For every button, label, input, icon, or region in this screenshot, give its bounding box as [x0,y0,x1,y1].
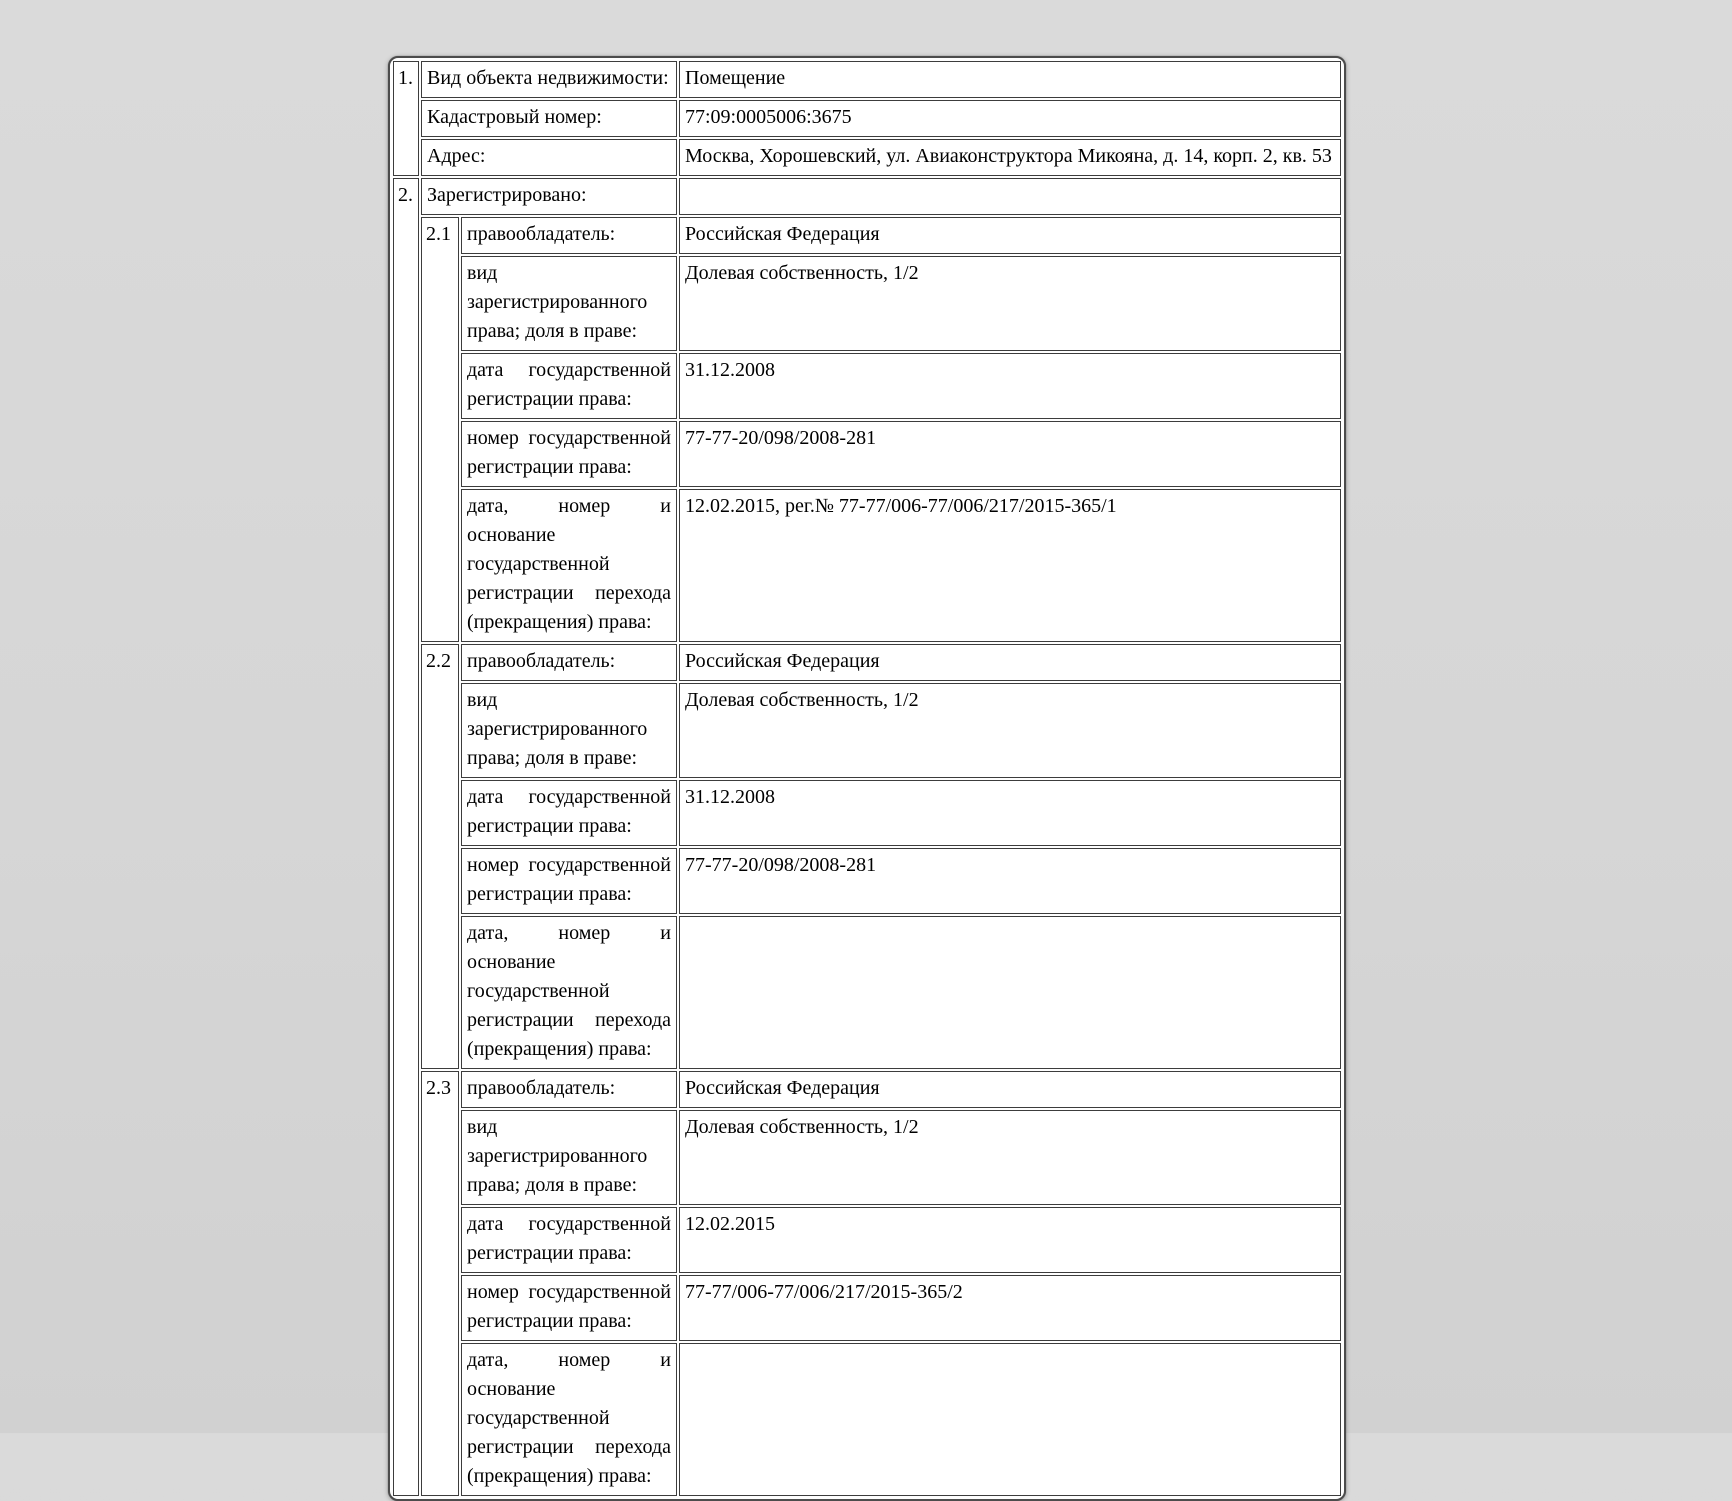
table-row [393,139,1341,176]
field-label: номер государственной регистрации права: [461,421,677,487]
table-row [393,100,1341,137]
table-row [393,848,1341,914]
field-label: дата, номер и основание государственной регистрации перехода (прекращения) права: [461,489,677,642]
field-value: Долевая собственность, 1/2 [679,256,1341,351]
field-value: 77:09:0005006:3675 [679,100,1341,137]
table-row [393,1207,1341,1273]
registry-extract-document [388,56,1346,1501]
field-value: Долевая собственность, 1/2 [679,683,1341,778]
field-label: правообладатель: [461,217,677,254]
field-value: Долевая собственность, 1/2 [679,1110,1341,1205]
field-value: 12.02.2015 [679,1207,1341,1273]
table-row [393,916,1341,1069]
field-value [679,178,1341,215]
table-row [393,421,1341,487]
field-label: правообладатель: [461,644,677,681]
table-row [393,178,1341,215]
field-label: вид зарегистрированного права; доля в праве: [461,683,677,778]
table-row [393,1110,1341,1205]
field-label: дата государственной регистрации права: [461,780,677,846]
field-value: 12.02.2015, рег.№ 77-77/006-77/006/217/2015-365/1 [679,489,1341,642]
field-value: 77-77-20/098/2008-281 [679,421,1341,487]
section-number: 2. [393,178,419,1496]
property-registration-table [391,59,1343,1498]
field-label: правообладатель: [461,1071,677,1108]
field-label: дата государственной регистрации права: [461,1207,677,1273]
field-label: номер государственной регистрации права: [461,848,677,914]
field-label: Кадастровый номер: [421,100,677,137]
field-value: Российская Федерация [679,217,1341,254]
table-row [393,61,1341,98]
field-label: номер государственной регистрации права: [461,1275,677,1341]
field-value: Помещение [679,61,1341,98]
table-row [393,1275,1341,1341]
field-label: Зарегистрировано: [421,178,677,215]
table-row [393,1343,1341,1496]
table-row [393,256,1341,351]
field-label: Вид объекта недвижимости: [421,61,677,98]
field-label: Адрес: [421,139,677,176]
field-label: вид зарегистрированного права; доля в праве: [461,256,677,351]
field-value: Москва, Хорошевский, ул. Авиаконструктора Микояна, д. 14, корп. 2, кв. 53 [679,139,1341,176]
field-value: 77-77-20/098/2008-281 [679,848,1341,914]
table-row [393,683,1341,778]
field-value: 77-77/006-77/006/217/2015-365/2 [679,1275,1341,1341]
field-value: Российская Федерация [679,1071,1341,1108]
table-row [393,353,1341,419]
field-label: дата, номер и основание государственной регистрации перехода (прекращения) права: [461,916,677,1069]
subsection-number: 2.1 [421,217,459,642]
subsection-number: 2.2 [421,644,459,1069]
field-label: дата, номер и основание государственной регистрации перехода (прекращения) права: [461,1343,677,1496]
field-value [679,916,1341,1069]
table-row [393,217,1341,254]
subsection-number: 2.3 [421,1071,459,1496]
section-number: 1. [393,61,419,176]
field-value: 31.12.2008 [679,353,1341,419]
table-row [393,780,1341,846]
field-value [679,1343,1341,1496]
table-row [393,489,1341,642]
table-row [393,1071,1341,1108]
field-label: дата государственной регистрации права: [461,353,677,419]
field-value: Российская Федерация [679,644,1341,681]
table-row [393,644,1341,681]
field-value: 31.12.2008 [679,780,1341,846]
field-label: вид зарегистрированного права; доля в праве: [461,1110,677,1205]
